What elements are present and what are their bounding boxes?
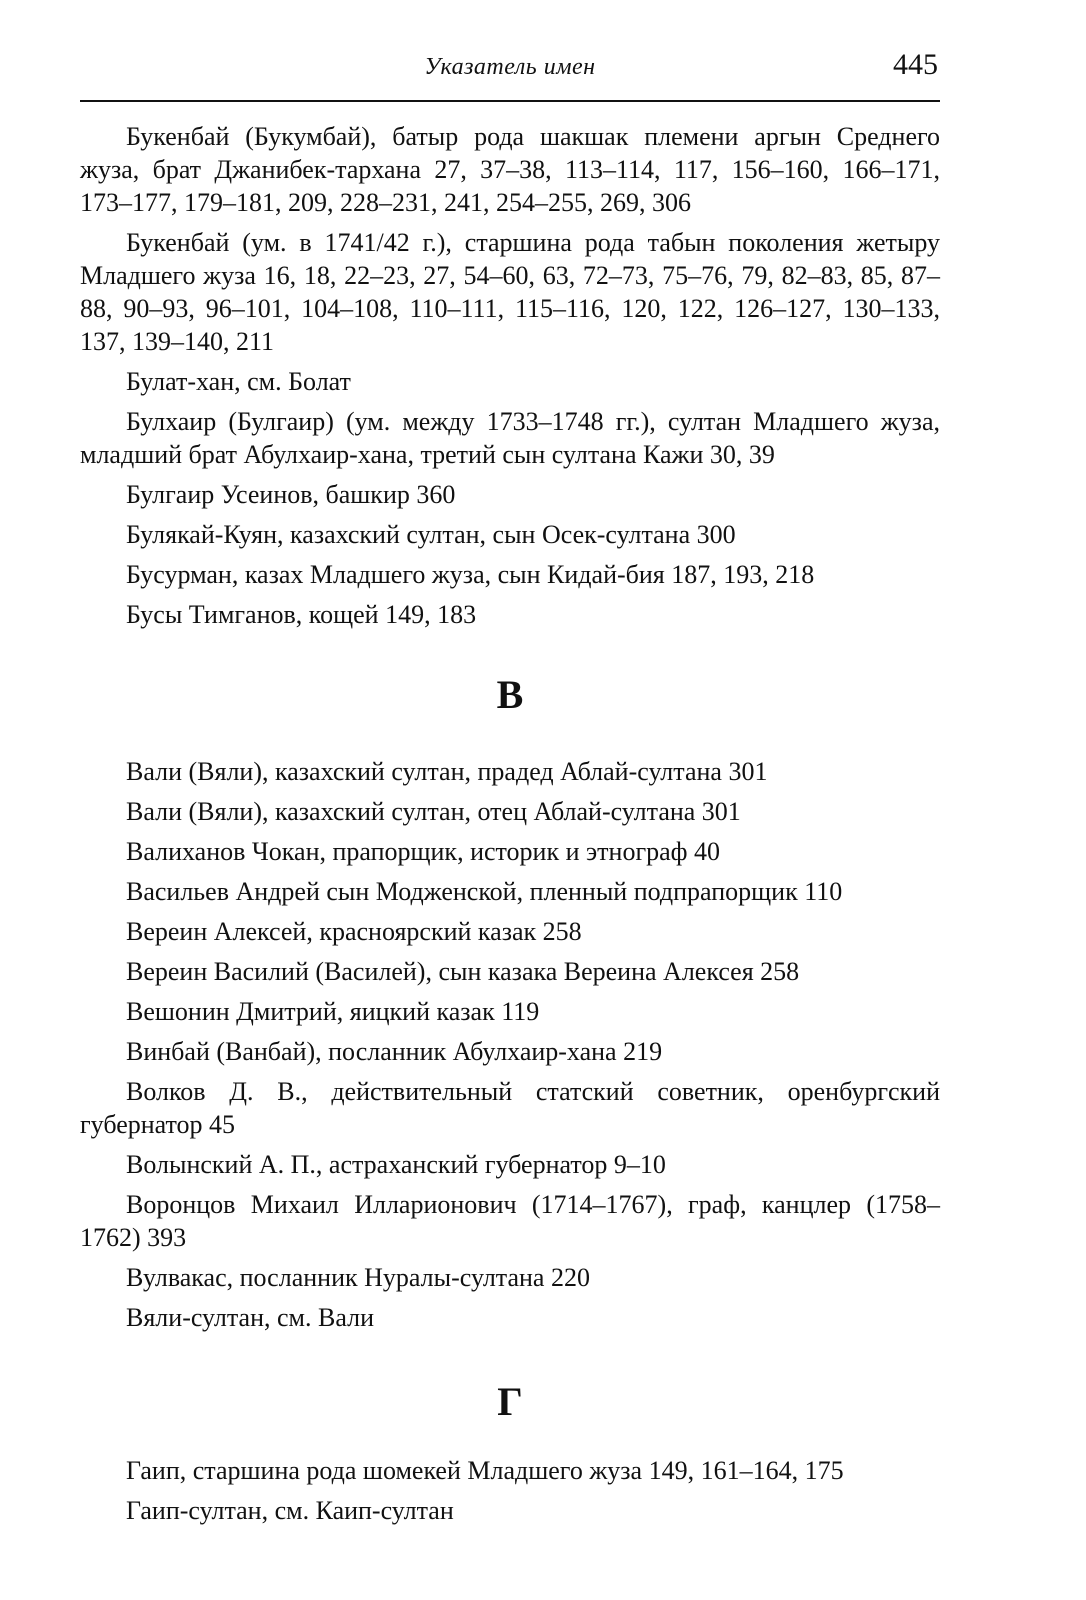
section-b	[80, 120, 940, 631]
index-entry: Вяли-султан, см. Вали	[126, 1303, 375, 1332]
index-entry: Волынский А. П., астраханский губернатор 9–10	[126, 1150, 666, 1179]
running-header	[80, 46, 940, 94]
index-page	[80, 0, 940, 1600]
index-entry: Букенбай (Букумбай), батыр рода шакшак племени аргын Среднего жуза, брат Джанибек-тархана 27, 37–38, 113–114, 117, 156–160, 166–171, 173–177, 179–181, 209, 228–231, 241, 254–255, 269, 306	[80, 122, 940, 217]
index-entry: Булякай-Куян, казахский султан, сын Осек-султана 300	[126, 520, 736, 549]
page-number: 445	[893, 48, 938, 81]
index-entry: Васильев Андрей сын Модженской, пленный подпрапорщик 110	[126, 877, 843, 906]
index-entry: Вулвакас, посланник Нуралы-султана 220	[126, 1263, 590, 1292]
index-entry: Булхаир (Булгаир) (ум. между 1733–1748 гг.), султан Младшего жуза, младший брат Абулхаир-хана, третий сын султана Кажи 30, 39	[80, 407, 940, 469]
index-entry: Вали (Вяли), казахский султан, отец Аблай-султана 301	[126, 797, 741, 826]
index-entry: Бусы Тимганов, кощей 149, 183	[126, 600, 477, 629]
section-g	[80, 1454, 940, 1527]
running-title: Указатель имен	[424, 54, 596, 80]
index-entry: Волков Д. В., действительный статский советник, оренбургский губернатор 45	[80, 1077, 940, 1139]
header-rule	[80, 100, 940, 102]
section-letter-g: Г	[497, 1379, 523, 1424]
index-entry: Валиханов Чокан, прапорщик, историк и этнограф 40	[126, 837, 720, 866]
index-entry: Булат-хан, см. Болат	[126, 367, 351, 396]
section-letter-v: В	[496, 672, 524, 717]
index-entry: Букенбай (ум. в 1741/42 г.), старшина рода табын поколения жетыру Младшего жуза 16, 18, 22–23, 27, 54–60, 63, 72–73, 75–76, 79, 82–83, 85, 87–88, 90–93, 96–101, 104–108, 110–111, 115–116, 120, 122, 126–127, 130–133, 137, 139–140, 211	[80, 228, 940, 356]
index-entry: Вереин Алексей, красноярский казак 258	[126, 917, 582, 946]
index-entry: Бусурман, казах Младшего жуза, сын Кидай-бия 187, 193, 218	[126, 560, 815, 589]
index-entry: Гаип-султан, см. Каип-султан	[126, 1496, 454, 1525]
index-content	[80, 120, 940, 1534]
index-entry: Вереин Василий (Василей), сын казака Вереина Алексея 258	[126, 957, 800, 986]
section-v	[80, 755, 940, 1334]
index-entry: Воронцов Михаил Илларионович (1714–1767), граф, канцлер (1758–1762) 393	[80, 1190, 940, 1252]
index-entry: Гаип, старшина рода шомекей Младшего жуза 149, 161–164, 175	[126, 1456, 844, 1485]
index-entry: Винбай (Ванбай), посланник Абулхаир-хана 219	[126, 1037, 663, 1066]
index-entry: Булгаир Усеинов, башкир 360	[126, 480, 456, 509]
index-entry: Вешонин Дмитрий, яицкий казак 119	[126, 997, 540, 1026]
index-entry: Вали (Вяли), казахский султан, прадед Аблай-султана 301	[126, 757, 768, 786]
